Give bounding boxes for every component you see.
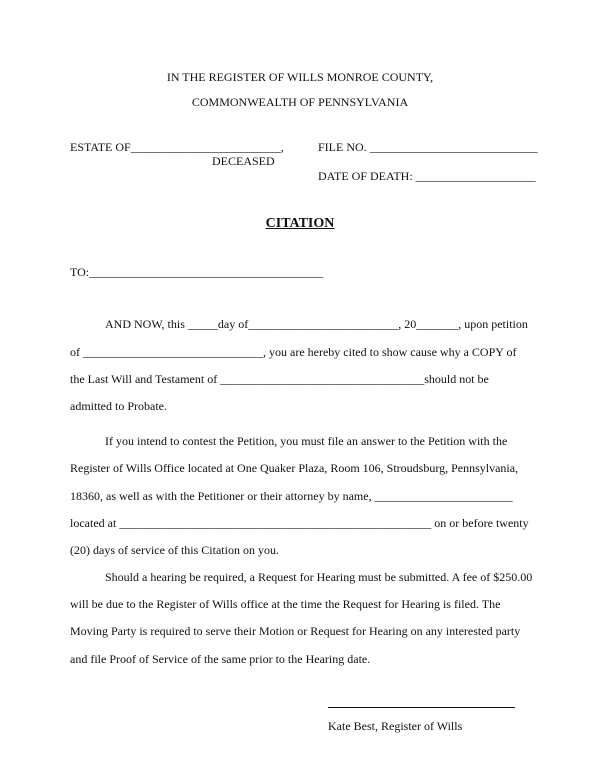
paragraph-2-line-4: located at ____________________________________________________ on or before twenty [70, 516, 529, 530]
paragraph-3-line-4: and file Proof of Service of the same prior to the Hearing date. [70, 652, 371, 666]
to-field: TO:_______________________________________ [70, 265, 324, 279]
citation-title: CITATION [265, 216, 335, 231]
paragraph-1-line-1: AND NOW, this _____day of_________________________, 20_______, upon petition [105, 317, 528, 331]
paragraph-2-line-5: (20) days of service of this Citation on you. [70, 543, 279, 557]
paragraph-1-line-2: of ______________________________, you are hereby cited to show cause why a COPY of [70, 345, 517, 359]
paragraph-1-line-4: admitted to Probate. [70, 399, 167, 413]
signatory-name: Kate Best, Register of Wills [328, 719, 463, 733]
paragraph-2-line-2: Register of Wills Office located at One Quaker Plaza, Room 106, Stroudsburg, Pennsylvania, [70, 461, 519, 475]
paragraph-3-line-3: Moving Party is required to serve their Motion or Request for Hearing on any interested party [70, 624, 521, 638]
paragraph-3-line-2: will be due to the Register of Wills office at the time the Request for Hearing is filed. The [70, 597, 501, 611]
file-number-field: FILE NO. ____________________________ [318, 140, 538, 154]
date-of-death-field: DATE OF DEATH: ____________________ [318, 169, 536, 183]
paragraph-1-line-3: the Last Will and Testament of __________________________________should not be [70, 372, 489, 386]
paragraph-2-line-1: If you intend to contest the Petition, you must file an answer to the Petition with the [105, 434, 508, 448]
paragraph-2-line-3: 18360, as well as with the Petitioner or their attorney by name, _______________________ [70, 489, 513, 503]
court-header-line-1: IN THE REGISTER OF WILLS MONROE COUNTY, [166, 70, 434, 84]
paragraph-3-line-1: Should a hearing be required, a Request for Hearing must be submitted. A fee of $250.00 [105, 570, 533, 584]
estate-of-field: ESTATE OF_________________________, [70, 140, 284, 154]
deceased-label: DECEASED [212, 154, 275, 168]
signature-line [328, 707, 515, 708]
court-header-line-2: COMMONWEALTH OF PENNSYLVANIA [191, 95, 409, 109]
